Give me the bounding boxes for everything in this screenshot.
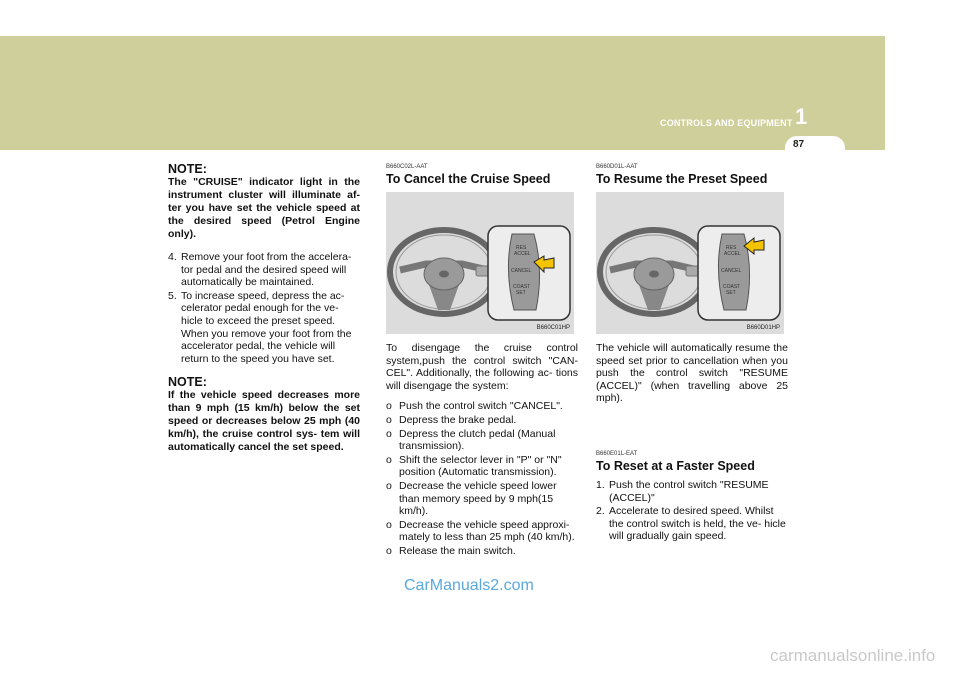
accel-label: ACCEL	[514, 251, 531, 257]
steering-wheel-illustration	[386, 192, 574, 334]
note-heading: NOTE:	[168, 162, 207, 176]
figure-code: B660C01HP	[536, 325, 570, 331]
step-item: 1. Push the control switch "RESUME (ACCEL)"	[596, 478, 769, 504]
watermark-link[interactable]: CarManuals2.com	[404, 577, 534, 594]
cancel-label: CANCEL	[511, 268, 532, 274]
footer-watermark: carmanualsonline.info	[770, 646, 936, 665]
reset-steps-list	[596, 479, 788, 543]
steps-list	[168, 251, 360, 365]
step-item: 4. Remove your foot from the accelera- tor pedal and the desired speed will automatically be maintained.	[168, 251, 352, 289]
figure-code: B660D01HP	[746, 325, 780, 331]
steering-wheel-figure	[386, 192, 574, 334]
note-body: If the vehicle speed decreases more than 9 mph (15 km/h) below the set speed or decreases below 25 mph (40 km/h), the cruise control sys- tem will automatically cancel the set speed.	[168, 389, 360, 454]
set-label: SET	[516, 290, 526, 296]
section-title: To Reset at a Faster Speed	[596, 458, 755, 473]
intro-text: To disengage the cruise control system,push the control switch "CAN- CEL". Additionally, the following ac- tions will disengage the system:	[386, 342, 578, 392]
coast-label: COAST	[513, 284, 531, 290]
column-right	[596, 162, 788, 544]
set-label: SET	[726, 290, 736, 296]
steering-wheel-figure	[596, 192, 784, 334]
list-item: o Push the control switch "CANCEL".	[386, 400, 563, 413]
header-band	[0, 36, 885, 150]
steering-wheel-illustration	[596, 192, 784, 334]
column-left	[168, 162, 360, 464]
list-item: o Release the main switch.	[386, 544, 516, 557]
step-item: 2. Accelerate to desired speed. Whilst the control switch is held, the ve- hicle will gradually gain speed.	[596, 505, 786, 543]
list-item: o Shift the selector lever in "P" or "N" position (Automatic transmission).	[386, 453, 562, 479]
note-body: The "CRUISE" indicator light in the instrument cluster will illuminate af- ter you have set the vehicle speed at the desired speed (Petrol Engine only).	[168, 176, 360, 240]
page-number: 87	[793, 139, 805, 150]
chapter-title: CONTROLS AND EQUIPMENT	[660, 118, 793, 128]
column-middle	[386, 162, 578, 559]
cancel-label: CANCEL	[721, 268, 742, 274]
list-item: o Decrease the vehicle speed approxi- mately to less than 25 mph (40 km/h).	[386, 518, 575, 544]
section-title: To Resume the Preset Speed	[596, 172, 768, 186]
list-item: o Depress the clutch pedal (Manual transmission).	[386, 427, 556, 453]
res-label: RES	[516, 245, 527, 251]
resume-text: The vehicle will automatically resume the speed set prior to cancellation when you push the control switch "RESUME (ACCEL)" (when travelling above 25 mph).	[596, 342, 788, 405]
list-item: o Depress the brake pedal.	[386, 413, 517, 426]
disengage-list	[386, 400, 578, 557]
chapter-number: 1	[795, 104, 808, 129]
section-code: B660C02L-AAT	[386, 164, 428, 170]
res-label: RES	[726, 245, 737, 251]
section-title: To Cancel the Cruise Speed	[386, 172, 551, 186]
accel-label: ACCEL	[724, 251, 741, 257]
coast-label: COAST	[723, 284, 741, 290]
list-item: o Decrease the vehicle speed lower than memory speed by 9 mph(15 km/h).	[386, 479, 557, 518]
section-code: B660D01L-AAT	[596, 164, 638, 170]
section-code: B660E01L-EAT	[596, 450, 638, 457]
step-item: 5. To increase speed, depress the ac- celerator pedal enough for the ve- hicle to exceed the preset speed. When you remove your foot from the accelerator pedal, the vehicle will return to the speed you have set.	[168, 289, 352, 365]
note-heading: NOTE:	[168, 375, 207, 390]
